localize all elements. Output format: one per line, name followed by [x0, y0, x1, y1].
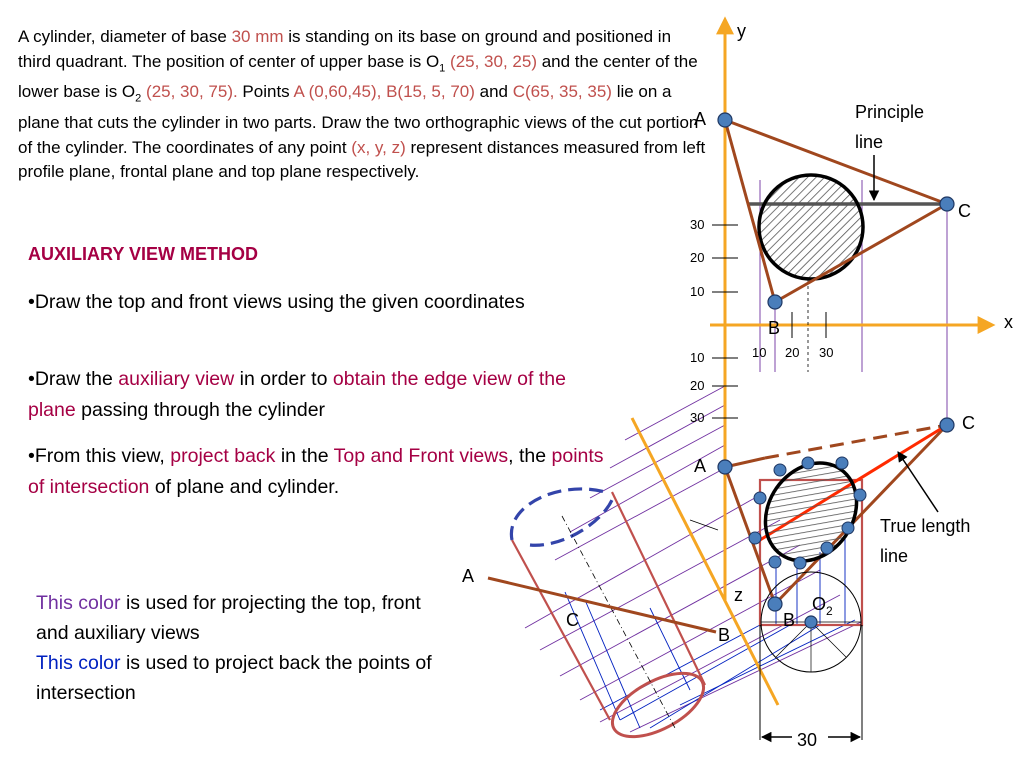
bullet-text: •Draw the [28, 368, 119, 390]
tick-label-x-10: 10 [752, 345, 767, 360]
tick-label-lower-10: 10 [690, 350, 705, 365]
top-view-label-b: B [768, 318, 781, 338]
problem-text: Points [237, 82, 294, 102]
bullet-text: , the [508, 445, 552, 467]
dimension-30-label: 30 [797, 730, 818, 750]
tick-label-lower-30: 30 [690, 410, 705, 425]
front-view-label-b: B [783, 610, 796, 630]
o2-coordinates: (25, 30, 75). [146, 82, 238, 102]
true-length-label-2: line [880, 546, 909, 566]
highlight-edge-view: obtain the edge view of the plane [28, 368, 566, 421]
true-length-arrow [898, 452, 938, 512]
principle-line-label-2: line [855, 132, 884, 152]
problem-text: is standing on its base on ground and positioned in third quadrant. The position of center of upper base is O [18, 27, 672, 71]
tick-label-lower-20: 20 [690, 378, 705, 393]
aux-label-c: C [566, 610, 579, 630]
legend-blue-desc: is used to project back the points of intersection [36, 652, 432, 704]
method-heading: AUXILIARY VIEW METHOD [28, 244, 259, 264]
true-length-label-1: True length [880, 516, 971, 536]
y-axis-label: y [737, 21, 746, 41]
o2-subscript: 2 [135, 92, 142, 105]
tick-label-upper-20: 20 [690, 250, 705, 265]
highlight-points-of-intersection: points of intersection [28, 445, 604, 498]
top-view-label-a: A [694, 109, 707, 129]
o2-label [812, 594, 833, 618]
legend-purple-desc: is used for projecting the top, front and auxiliary views [36, 592, 421, 644]
highlight-auxiliary-view: auxiliary view [118, 368, 235, 390]
aux-label-a: A [462, 566, 475, 586]
legend-blue-swatch-text: This color [36, 652, 121, 674]
problem-text: represent distances measured from left profile plane, frontal plane and top plane respectively. [18, 137, 706, 182]
bullet-text: •From this view, [28, 445, 171, 467]
problem-text: and the center of the lower base is O [18, 51, 698, 102]
highlight-top-front-views: Top and Front views [333, 445, 509, 467]
projection-lines [525, 180, 947, 732]
auxiliary-cylinder [511, 489, 713, 750]
tick-label-x-30: 30 [819, 345, 834, 360]
top-view-cylinder-section [759, 175, 863, 279]
diameter-value: 30 mm [231, 27, 284, 46]
plane-edge-view [488, 578, 716, 632]
highlight-project-back: project back [170, 445, 276, 467]
bullet-text: of plane and cylinder. [149, 476, 340, 498]
x-axis-label: x [1004, 312, 1013, 332]
front-view-label-c: C [962, 413, 975, 433]
o1-subscript: 1 [439, 61, 446, 74]
tick-label-upper-30: 30 [690, 217, 705, 232]
points-ab-coordinates: A (0,60,45), B(15, 5, 70) [293, 82, 475, 102]
bullet-text: passing through the cylinder [75, 399, 326, 421]
problem-text: lie on a plane that cuts the cylinder in two parts. Draw the two orthographic views of the cut portion of the cylinder. The coordinates of any point [18, 82, 699, 157]
o2-label-subscript: 2 [826, 604, 833, 618]
principle-line-label-1: Principle [855, 102, 925, 122]
point-c-coordinates: C(65, 35, 35) [512, 82, 612, 102]
tick-label-x-20: 20 [785, 345, 800, 360]
bullet-draw-views: •Draw the top and front views using the given coordinates [28, 291, 525, 313]
top-view-label-c: C [958, 201, 971, 221]
problem-text: A cylinder, diameter of base [18, 27, 232, 46]
xyz-notation: (x, y, z) [351, 137, 406, 157]
o2-label-letter: O [812, 594, 827, 614]
z-axis-label: z [734, 585, 743, 605]
tick-label-upper-10: 10 [690, 284, 705, 299]
aux-label-b: B [718, 625, 731, 645]
o1-coordinates: (25, 30, 25) [450, 51, 537, 71]
front-view-label-a: A [694, 456, 707, 476]
problem-text: and [474, 82, 513, 102]
legend-purple-swatch-text: This color [36, 592, 121, 614]
bullet-text: in order to [234, 368, 333, 390]
bullet-text: in the [275, 445, 334, 467]
